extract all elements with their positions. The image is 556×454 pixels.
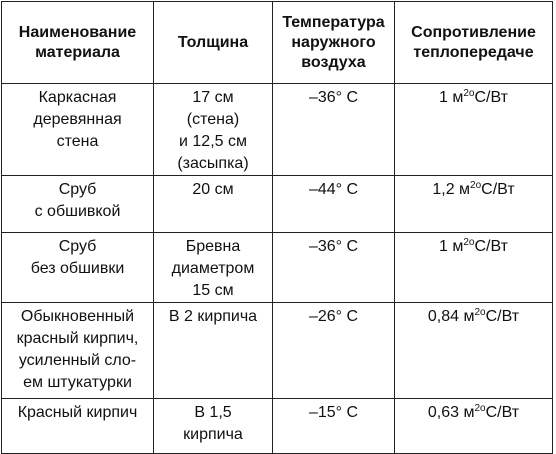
cell-line: Сруб: [58, 181, 97, 198]
header-line: Температура: [282, 13, 385, 31]
header-material: [2, 2, 154, 84]
resistance-superscript: 2o: [470, 180, 482, 191]
cell-line: –44° С: [308, 181, 359, 198]
header-temperature: [273, 2, 395, 84]
resistance-superscript: 2o: [474, 307, 486, 318]
cell-temperature: [273, 176, 395, 233]
cell-temperature: [273, 399, 395, 454]
cell-line: В 1,5: [194, 404, 232, 421]
header-row: [2, 2, 553, 84]
insulation-table: [1, 1, 553, 454]
resistance-value: 1 м: [439, 89, 464, 106]
cell-line: красный кирпич,: [16, 330, 139, 347]
cell-line: –36° С: [308, 89, 359, 106]
resistance-superscript: 2o: [474, 403, 486, 414]
resistance-value: 1 м: [439, 238, 464, 255]
cell-line: [399, 236, 548, 258]
cell-line: –15° С: [308, 404, 359, 421]
cell-line: деревянная: [33, 111, 122, 128]
resistance-value: 0,84 м: [427, 308, 475, 325]
cell-resistance: [395, 84, 553, 176]
cell-thickness: [154, 303, 273, 399]
cell-thickness: [154, 399, 273, 454]
cell-thickness: [154, 233, 273, 303]
table-row: [2, 399, 553, 454]
cell-material: [2, 176, 154, 233]
cell-resistance: [395, 176, 553, 233]
resistance-unit: С/Вт: [474, 238, 508, 255]
cell-line: ем штукатурки: [23, 374, 132, 391]
cell-line: [399, 87, 548, 109]
cell-line: (стена): [186, 111, 240, 128]
cell-line: Обыкновенный: [20, 308, 135, 325]
header-line: Сопротивление: [411, 23, 536, 41]
cell-line: диаметром: [171, 260, 255, 277]
cell-material: [2, 233, 154, 303]
cell-line: кирпича: [183, 426, 243, 443]
cell-thickness: [154, 84, 273, 176]
cell-line: с обшивкой: [34, 203, 121, 220]
cell-line: –26° С: [308, 308, 359, 325]
cell-line: 17 см: [192, 89, 234, 106]
cell-line: [399, 402, 548, 424]
header-line: наружного: [291, 33, 376, 51]
cell-line: [399, 179, 548, 201]
cell-line: без обшивки: [30, 260, 125, 277]
table-row: [2, 303, 553, 399]
cell-line: (засыпка): [177, 155, 249, 172]
header-line: воздуха: [301, 53, 366, 71]
cell-line: усиленный сло-: [18, 352, 137, 369]
resistance-unit: С/Вт: [485, 404, 520, 421]
cell-resistance: [395, 303, 553, 399]
resistance-unit: С/Вт: [474, 89, 508, 106]
cell-line: Бревна: [185, 238, 241, 255]
resistance-value: 0,63 м: [427, 404, 475, 421]
table-row: [2, 84, 553, 176]
cell-temperature: [273, 233, 395, 303]
cell-line: Красный кирпич: [17, 404, 138, 421]
cell-material: [2, 399, 154, 454]
cell-line: 15 см: [192, 282, 234, 299]
resistance-unit: С/Вт: [481, 181, 515, 198]
cell-line: стена: [56, 133, 99, 150]
cell-line: [399, 306, 548, 328]
header-line: Наименование: [18, 23, 137, 41]
table-row: [2, 176, 553, 233]
table-row: [2, 233, 553, 303]
cell-resistance: [395, 233, 553, 303]
cell-resistance: [395, 399, 553, 454]
header-line: Толщина: [177, 33, 249, 51]
resistance-value: 1,2 м: [432, 181, 471, 198]
cell-material: [2, 303, 154, 399]
cell-line: и 12,5 см: [179, 133, 247, 150]
cell-thickness: [154, 176, 273, 233]
cell-material: [2, 84, 154, 176]
resistance-unit: С/Вт: [485, 308, 520, 325]
cell-line: –36° С: [308, 238, 359, 255]
cell-temperature: [273, 84, 395, 176]
resistance-superscript: 2o: [463, 88, 475, 99]
cell-line: В 2 кирпича: [168, 308, 258, 325]
header-thickness: [154, 2, 273, 84]
header-resistance: [395, 2, 553, 84]
cell-line: Каркасная: [38, 89, 117, 106]
header-line: материала: [35, 43, 120, 61]
cell-line: 20 см: [192, 181, 234, 198]
resistance-superscript: 2o: [463, 237, 475, 248]
header-line: теплопередаче: [413, 43, 534, 61]
cell-temperature: [273, 303, 395, 399]
cell-line: Сруб: [58, 238, 97, 255]
